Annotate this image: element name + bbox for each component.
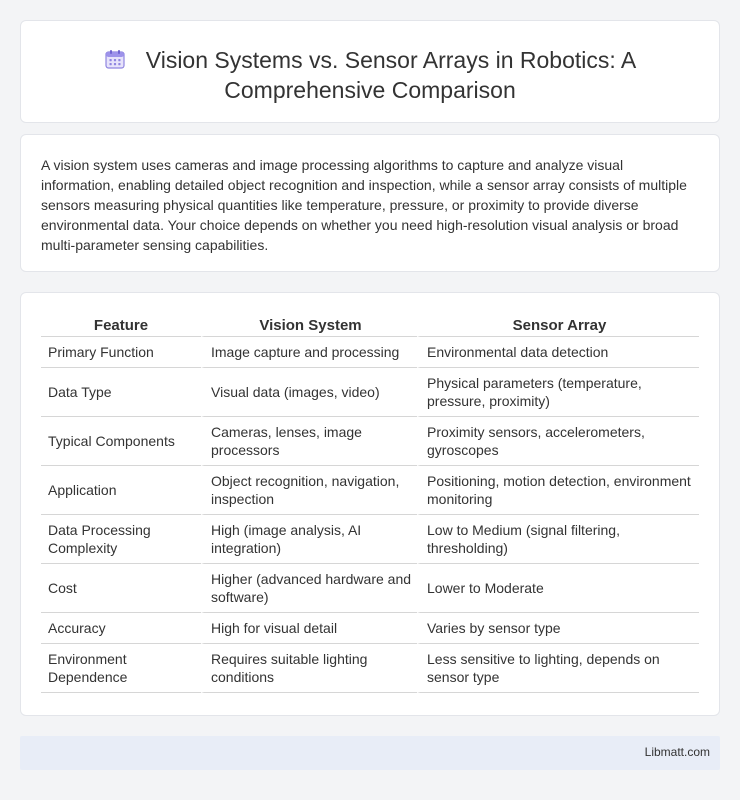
cell-vision: Requires suitable lighting conditions: [201, 644, 417, 693]
table-row: [41, 466, 699, 515]
header-vision-system: Vision System: [201, 317, 417, 337]
cell-feature: Cost: [41, 564, 201, 613]
cell-feature: Environment Dependence: [41, 644, 201, 693]
footer-brand-link[interactable]: Libmatt.com: [644, 745, 710, 759]
cell-sensor: Lower to Moderate: [417, 564, 699, 613]
table-row: [41, 564, 699, 613]
table-row: [41, 613, 699, 644]
cell-feature: Typical Components: [41, 417, 201, 466]
title-card: [20, 20, 720, 123]
cell-vision: High (image analysis, AI integration): [201, 515, 417, 564]
description-text: A vision system uses cameras and image processing algorithms to capture and analyze visual information, enabling detailed object recognition and inspection, while a sensor array consists of multiple sensors measuring physical quantities like temperature, pressure, or proximity to provide diverse environmental data. Your choice depends on whether you need high-resolution visual analysis or broad multi-parameter sensing capabilities.: [41, 157, 687, 253]
footer-bar: [20, 736, 720, 770]
cell-vision: Cameras, lenses, image processors: [201, 417, 417, 466]
title-line-1: Vision Systems vs. Sensor Arrays in Robotics: A: [145, 47, 637, 73]
cell-sensor: Physical parameters (temperature, pressure, proximity): [417, 368, 699, 417]
cell-vision: Higher (advanced hardware and software): [201, 564, 417, 613]
header-feature: Feature: [41, 317, 201, 337]
table-row: [41, 644, 699, 693]
table-row: [41, 368, 699, 417]
cell-sensor: Environmental data detection: [417, 337, 699, 368]
cell-sensor: Less sensitive to lighting, depends on sensor type: [417, 644, 699, 693]
cell-sensor: Varies by sensor type: [417, 613, 699, 644]
cell-feature: Primary Function: [41, 337, 201, 368]
cell-sensor: Low to Medium (signal filtering, thresholding): [417, 515, 699, 564]
cell-sensor: Proximity sensors, accelerometers, gyroscopes: [417, 417, 699, 466]
header-sensor-array: Sensor Array: [417, 317, 699, 337]
table-row: [41, 337, 699, 368]
comparison-table: [41, 317, 699, 693]
table-row: [41, 417, 699, 466]
cell-feature: Application: [41, 466, 201, 515]
cell-vision: Object recognition, navigation, inspection: [201, 466, 417, 515]
cell-vision: Image capture and processing: [201, 337, 417, 368]
cell-feature: Data Type: [41, 368, 201, 417]
table-header-row: [41, 317, 699, 337]
table-row: [41, 515, 699, 564]
cell-sensor: Positioning, motion detection, environment monitoring: [417, 466, 699, 515]
cell-vision: High for visual detail: [201, 613, 417, 644]
page-title: [21, 45, 719, 105]
comparison-card: [20, 292, 720, 716]
cell-vision: Visual data (images, video): [201, 368, 417, 417]
cell-feature: Data Processing Complexity: [41, 515, 201, 564]
description-card: [20, 134, 720, 272]
calendar-icon: [104, 47, 126, 69]
cell-feature: Accuracy: [41, 613, 201, 644]
title-line-2: Comprehensive Comparison: [224, 77, 516, 103]
